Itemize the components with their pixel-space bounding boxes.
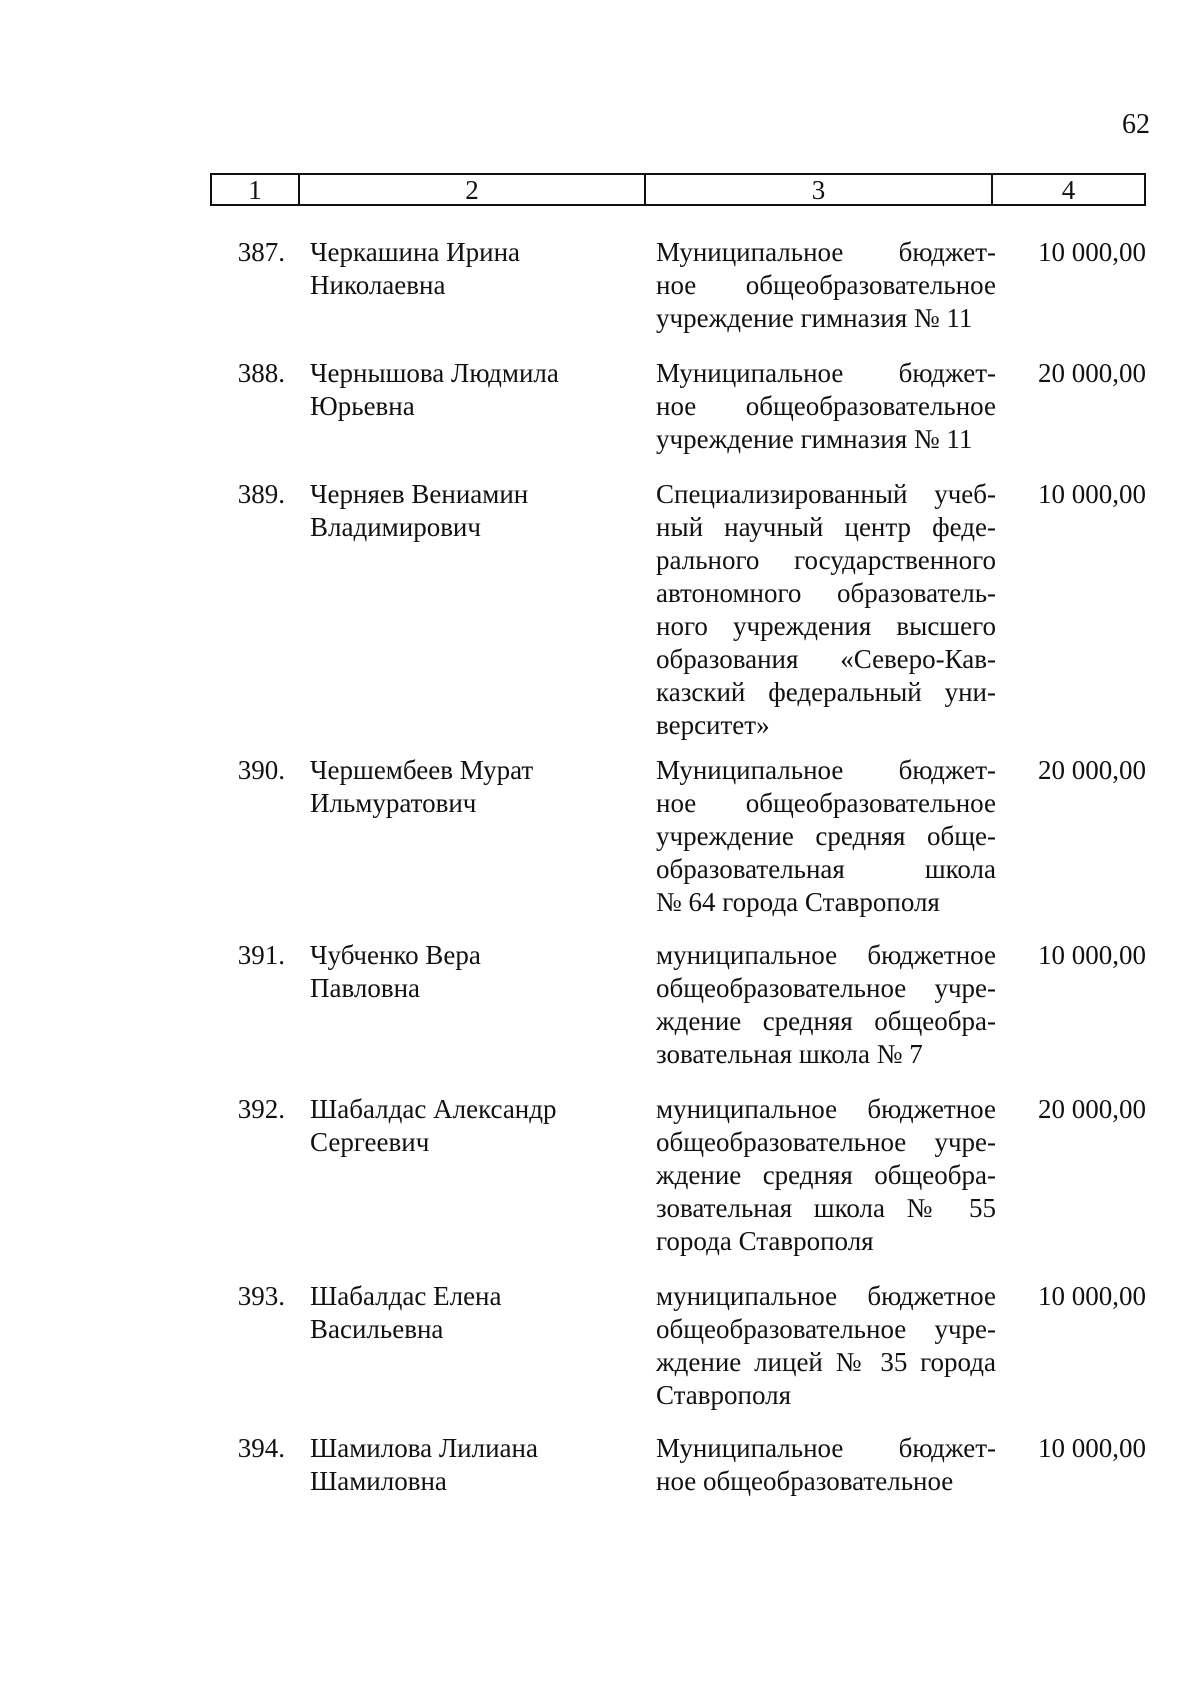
organization-line: учреждение средняя обще-	[656, 821, 996, 851]
recipient-name-line: Чершембеев Мурат	[310, 755, 534, 785]
recipient-name-line: Юрьевна	[310, 391, 415, 421]
row-number: 389.	[237, 479, 285, 509]
organization	[656, 357, 996, 456]
page-number: 62	[1122, 109, 1150, 140]
recipient-name	[310, 236, 630, 302]
organization-line: казский федеральный уни-	[656, 677, 996, 707]
organization-line: № 64 города Ставрополя	[656, 887, 940, 917]
organization-line: ждение средняя общеобра-	[656, 1006, 996, 1036]
organization-line: общеобразовательное учре-	[656, 1314, 996, 1344]
row-number: 393.	[237, 1281, 285, 1311]
organization-line: ное общеобразовательное	[656, 788, 996, 818]
recipient-name-line: Шамилова Лилиана	[310, 1433, 538, 1463]
recipient-name	[310, 1432, 630, 1498]
recipient-name-line: Чернышова Людмила	[310, 358, 559, 388]
organization	[656, 754, 996, 919]
row-number: 391.	[237, 940, 285, 970]
amount: 10 000,00	[1038, 479, 1146, 509]
recipient-name-line: Черкашина Ирина	[310, 237, 521, 267]
recipient-name-line: Ильмуратович	[310, 788, 477, 818]
organization-line: верситет»	[656, 710, 770, 740]
organization-line: муниципальное бюджетное	[656, 940, 996, 970]
row-number: 388.	[237, 358, 285, 388]
row-number: 394.	[237, 1433, 285, 1463]
organization-line: ное общеобразовательное	[656, 270, 996, 300]
organization-line: ного учреждения высшего	[656, 611, 996, 641]
recipient-name	[310, 939, 630, 1005]
recipient-name	[310, 1093, 630, 1159]
organization-line: образовательная школа	[656, 854, 996, 884]
organization-line: общеобразовательное учре-	[656, 973, 996, 1003]
row-number: 390.	[237, 755, 285, 785]
organization	[656, 939, 996, 1071]
organization-line: зовательная школа № 7	[656, 1039, 923, 1069]
organization-line: ное общеобразовательное	[656, 391, 996, 421]
organization	[656, 1280, 996, 1412]
organization-line: Ставрополя	[656, 1380, 791, 1410]
recipient-name-line: Павловна	[310, 973, 421, 1003]
column-header-4: 4	[1061, 175, 1076, 205]
amount: 10 000,00	[1038, 1281, 1146, 1311]
organization-line: Муниципальное бюджет-	[656, 358, 996, 388]
column-header-1: 1	[212, 175, 300, 204]
recipient-name-line: Сергеевич	[310, 1127, 430, 1157]
column-header-2: 2	[300, 175, 646, 204]
recipient-name	[310, 357, 630, 423]
organization-line: ный научный центр феде-	[656, 512, 996, 542]
recipient-name-line: Васильевна	[310, 1314, 444, 1344]
organization-line: ное общеобразовательное	[656, 1466, 954, 1496]
row-number: 387.	[237, 237, 285, 267]
organization-line: учреждение гимназия № 11	[656, 424, 973, 454]
organization	[656, 1093, 996, 1258]
recipient-name	[310, 1280, 630, 1346]
recipient-name-line: Черняев Вениамин	[310, 479, 529, 509]
recipient-name-line: Владимирович	[310, 512, 481, 542]
organization-line: Муниципальное бюджет-	[656, 1433, 996, 1463]
recipient-name-line: Шабалдас Александр	[310, 1094, 557, 1124]
recipient-name	[310, 754, 630, 820]
amount: 10 000,00	[1038, 940, 1146, 970]
organization-line: автономного образователь-	[656, 578, 996, 608]
organization-line: образования «Северо-Кав-	[656, 644, 996, 674]
amount: 20 000,00	[1038, 358, 1146, 388]
organization-line: города Ставрополя	[656, 1226, 874, 1256]
recipient-name-line: Шабалдас Елена	[310, 1281, 502, 1311]
organization-line: ждение средняя общеобра-	[656, 1160, 996, 1190]
recipient-name-line: Шамиловна	[310, 1466, 447, 1496]
organization-line: Муниципальное бюджет-	[656, 237, 996, 267]
recipient-name-line: Николаевна	[310, 270, 446, 300]
organization	[656, 236, 996, 335]
row-number: 392.	[237, 1094, 285, 1124]
organization-line: учреждение гимназия № 11	[656, 303, 973, 333]
organization-line: Специализированный учеб-	[656, 479, 996, 509]
organization-line: Муниципальное бюджет-	[656, 755, 996, 785]
recipient-name	[310, 478, 630, 544]
amount: 20 000,00	[1038, 1094, 1146, 1124]
column-header-3: 3	[646, 175, 993, 204]
recipient-name-line: Чубченко Вера	[310, 940, 481, 970]
organization-line: муниципальное бюджетное	[656, 1281, 996, 1311]
organization-line: общеобразовательное учре-	[656, 1127, 996, 1157]
organization-line: муниципальное бюджетное	[656, 1094, 996, 1124]
organization	[656, 478, 996, 742]
organization-line: ждение лицей № 35 города	[656, 1347, 996, 1377]
amount: 20 000,00	[1038, 755, 1146, 785]
table-header	[210, 173, 1146, 206]
organization-line: рального государственного	[656, 545, 996, 575]
amount: 10 000,00	[1038, 237, 1146, 267]
organization-line: зовательная школа № 55	[656, 1193, 996, 1223]
amount: 10 000,00	[1038, 1433, 1146, 1463]
organization	[656, 1432, 996, 1498]
